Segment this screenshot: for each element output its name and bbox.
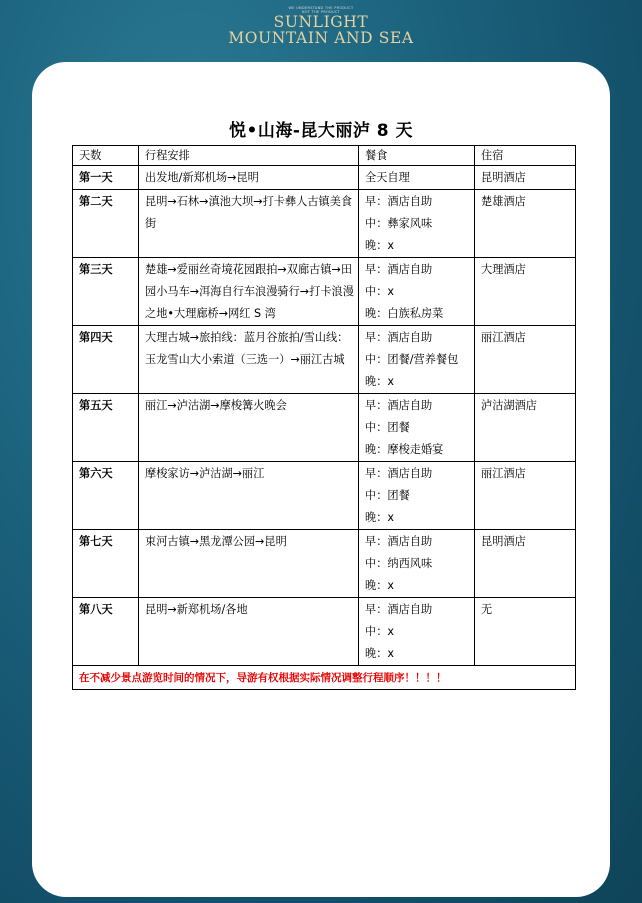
day-cell: 第八天 bbox=[73, 598, 139, 666]
day-cell: 第二天 bbox=[73, 190, 139, 258]
meal-line: 中：团餐 bbox=[365, 421, 410, 434]
brand-header bbox=[0, 6, 642, 46]
table-row bbox=[73, 462, 576, 530]
header-hotel: 住宿 bbox=[475, 146, 576, 166]
hotel-cell: 大理酒店 bbox=[475, 258, 576, 326]
meal-line: 晚：x bbox=[365, 239, 394, 252]
meals-cell bbox=[359, 190, 475, 258]
meal-line: 全天自理 bbox=[365, 171, 410, 184]
table-header-row bbox=[73, 146, 576, 166]
table-row bbox=[73, 190, 576, 258]
hotel-cell: 丽江酒店 bbox=[475, 326, 576, 394]
meal-line: 晚：x bbox=[365, 579, 394, 592]
meals-cell bbox=[359, 462, 475, 530]
meal-line: 中：团餐/营养餐包 bbox=[365, 353, 459, 366]
day-cell: 第一天 bbox=[73, 166, 139, 190]
meals-cell bbox=[359, 598, 475, 666]
meal-line: 晚：x bbox=[365, 647, 394, 660]
itinerary-table bbox=[72, 145, 576, 690]
route-cell: 束河古镇→黑龙潭公园→昆明 bbox=[139, 530, 359, 598]
meal-line: 晚：摩梭走婚宴 bbox=[365, 443, 444, 456]
day-cell: 第六天 bbox=[73, 462, 139, 530]
meal-line: 早：酒店自助 bbox=[365, 467, 433, 480]
hotel-cell: 无 bbox=[475, 598, 576, 666]
table-row bbox=[73, 258, 576, 326]
route-cell: 昆明→石林→滇池大坝→打卡彝人古镇美食街 bbox=[139, 190, 359, 258]
route-cell: 楚雄→爱丽丝奇境花园跟拍→双廊古镇→田园小马车→洱海自行车浪漫骑行→打卡浪漫之地•大理廊桥→网红 S 湾 bbox=[139, 258, 359, 326]
brand-tagline-2: NOT THE PRODUCT bbox=[301, 10, 341, 14]
hotel-cell: 楚雄酒店 bbox=[475, 190, 576, 258]
table-row bbox=[73, 166, 576, 190]
brand-name-line-1: SUNLIGHT bbox=[273, 13, 369, 31]
meals-cell bbox=[359, 394, 475, 462]
hotel-cell: 昆明酒店 bbox=[475, 530, 576, 598]
meal-line: 晚：白族私房菜 bbox=[365, 307, 444, 320]
route-cell: 摩梭家访→泸沽湖→丽江 bbox=[139, 462, 359, 530]
meal-line: 中：彝家风味 bbox=[365, 217, 433, 230]
meal-line: 晚：x bbox=[365, 511, 394, 524]
hotel-cell: 昆明酒店 bbox=[475, 166, 576, 190]
route-cell: 出发地/新郑机场→昆明 bbox=[139, 166, 359, 190]
hotel-cell: 泸沽湖酒店 bbox=[475, 394, 576, 462]
brand-name-line-2: MOUNTAIN AND SEA bbox=[228, 29, 414, 47]
meal-line: 中：x bbox=[365, 625, 394, 638]
meals-cell bbox=[359, 326, 475, 394]
header-route: 行程安排 bbox=[139, 146, 359, 166]
remark-note: 在不减少景点游览时间的情况下，导游有权根据实际情况调整行程顺序！！！！ bbox=[73, 666, 576, 690]
document-title: 悦•山海-昆大丽泸 8 天 bbox=[228, 121, 414, 141]
meal-line: 早：酒店自助 bbox=[365, 331, 433, 344]
table-row bbox=[73, 598, 576, 666]
meal-line: 早：酒店自助 bbox=[365, 195, 433, 208]
hotel-cell: 丽江酒店 bbox=[475, 462, 576, 530]
meals-cell bbox=[359, 166, 475, 190]
meals-cell bbox=[359, 530, 475, 598]
meal-line: 中：x bbox=[365, 285, 394, 298]
meal-line: 晚：x bbox=[365, 375, 394, 388]
meal-line: 早：酒店自助 bbox=[365, 263, 433, 276]
day-cell: 第五天 bbox=[73, 394, 139, 462]
meal-line: 中：团餐 bbox=[365, 489, 410, 502]
table-row bbox=[73, 326, 576, 394]
itinerary-card bbox=[32, 62, 610, 897]
header-day: 天数 bbox=[73, 146, 139, 166]
route-cell: 丽江→泸沽湖→摩梭篝火晚会 bbox=[139, 394, 359, 462]
meal-line: 中：纳西风味 bbox=[365, 557, 433, 570]
table-row bbox=[73, 530, 576, 598]
header-meals: 餐食 bbox=[359, 146, 475, 166]
brand-tagline-1: WE UNDERSTAND THE PRODUCT bbox=[288, 6, 354, 10]
meal-line: 早：酒店自助 bbox=[365, 535, 433, 548]
day-cell: 第三天 bbox=[73, 258, 139, 326]
remark-row bbox=[73, 666, 576, 690]
table-row bbox=[73, 394, 576, 462]
meals-cell bbox=[359, 258, 475, 326]
day-cell: 第四天 bbox=[73, 326, 139, 394]
meal-line: 早：酒店自助 bbox=[365, 603, 433, 616]
route-cell: 昆明→新郑机场/各地 bbox=[139, 598, 359, 666]
route-cell: 大理古城→旅拍线：蓝月谷旅拍/雪山线：玉龙雪山大小索道（三选一）→丽江古城 bbox=[139, 326, 359, 394]
day-cell: 第七天 bbox=[73, 530, 139, 598]
meal-line: 早：酒店自助 bbox=[365, 399, 433, 412]
